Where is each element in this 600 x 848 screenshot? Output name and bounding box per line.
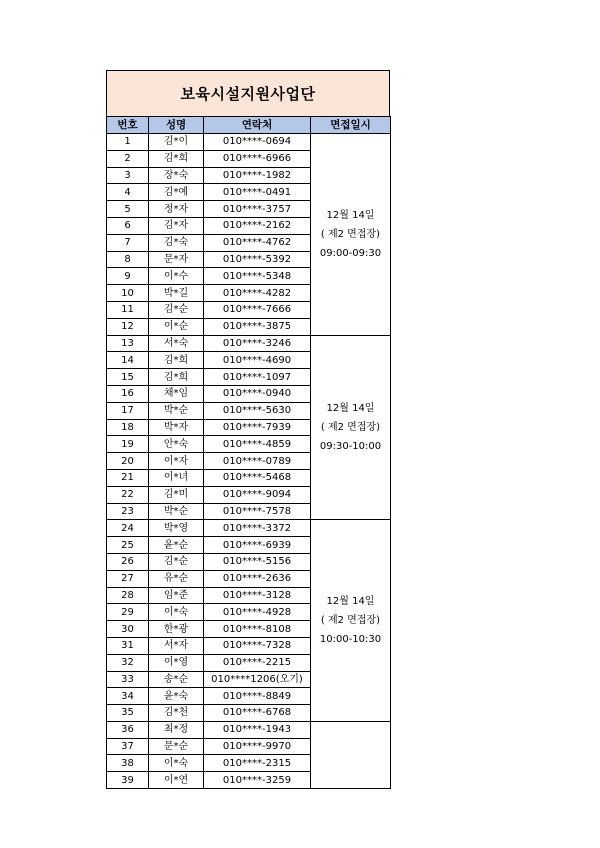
row-contact: 010****-0940 xyxy=(204,385,311,402)
interview-slot-line: 09:30-10:00 xyxy=(319,440,382,452)
row-number: 20 xyxy=(107,453,149,470)
row-number: 2 xyxy=(107,150,149,167)
row-name: 이*수 xyxy=(149,268,204,285)
header-row xyxy=(107,117,391,134)
row-contact: 010****-3246 xyxy=(204,335,311,352)
row-name: 김*미 xyxy=(149,486,204,503)
row-name: 송*순 xyxy=(149,671,204,688)
row-number: 4 xyxy=(107,184,149,201)
row-number: 35 xyxy=(107,705,149,722)
row-contact: 010****-2315 xyxy=(204,755,311,772)
row-contact: 010****-5348 xyxy=(204,268,311,285)
row-number: 5 xyxy=(107,201,149,218)
header-contact: 연락처 xyxy=(204,117,311,134)
row-name: 박*자 xyxy=(149,419,204,436)
interview-schedule-sheet xyxy=(106,70,390,789)
row-number: 16 xyxy=(107,385,149,402)
row-contact: 010****-3757 xyxy=(204,201,311,218)
row-number: 23 xyxy=(107,503,149,520)
row-contact: 010****-0491 xyxy=(204,184,311,201)
row-contact: 010****-5630 xyxy=(204,402,311,419)
row-contact: 010****-6768 xyxy=(204,705,311,722)
row-contact: 010****-7666 xyxy=(204,301,311,318)
row-contact: 010****-1982 xyxy=(204,167,311,184)
row-name: 서*숙 xyxy=(149,335,204,352)
row-number: 29 xyxy=(107,604,149,621)
interview-slot-line: ( 제2 면접장) xyxy=(320,615,381,627)
row-name: 임*준 xyxy=(149,587,204,604)
interview-slot-line: 12월 14일 xyxy=(326,596,375,608)
row-number: 32 xyxy=(107,654,149,671)
row-number: 31 xyxy=(107,637,149,654)
row-name: 김*예 xyxy=(149,184,204,201)
row-number: 39 xyxy=(107,772,149,789)
row-contact: 010****-1943 xyxy=(204,721,311,738)
header-name: 성명 xyxy=(149,117,204,134)
row-name: 윤*순 xyxy=(149,537,204,554)
row-number: 10 xyxy=(107,285,149,302)
row-number: 26 xyxy=(107,553,149,570)
row-name: 채*임 xyxy=(149,385,204,402)
row-number: 1 xyxy=(107,134,149,151)
row-contact: 010****-0789 xyxy=(204,453,311,470)
row-name: 이*연 xyxy=(149,772,204,789)
table-row xyxy=(107,520,391,537)
row-name: 장*숙 xyxy=(149,167,204,184)
row-contact: 010****-4690 xyxy=(204,352,311,369)
row-number: 17 xyxy=(107,402,149,419)
row-number: 28 xyxy=(107,587,149,604)
interview-slot-line: ( 제2 면접장) xyxy=(320,228,381,240)
row-number: 6 xyxy=(107,217,149,234)
row-contact: 010****-5392 xyxy=(204,251,311,268)
row-contact: 010****-8849 xyxy=(204,688,311,705)
row-name: 박*순 xyxy=(149,503,204,520)
row-number: 18 xyxy=(107,419,149,436)
row-number: 11 xyxy=(107,301,149,318)
row-number: 30 xyxy=(107,621,149,638)
row-contact: 010****-9970 xyxy=(204,738,311,755)
row-number: 21 xyxy=(107,469,149,486)
row-contact: 010****-5468 xyxy=(204,469,311,486)
interview-slot xyxy=(311,134,391,336)
row-contact: 010****-2162 xyxy=(204,217,311,234)
row-contact: 010****-2636 xyxy=(204,570,311,587)
row-contact: 010****-6939 xyxy=(204,537,311,554)
interview-slot-line: 09:00-09:30 xyxy=(319,247,382,259)
table-row xyxy=(107,335,391,352)
sheet-title: 보육시설지원사업단 xyxy=(106,70,390,116)
row-contact: 010****-3875 xyxy=(204,318,311,335)
row-name: 김*이 xyxy=(149,134,204,151)
row-contact: 010****-1097 xyxy=(204,369,311,386)
row-number: 19 xyxy=(107,436,149,453)
interview-slot-line: 10:00-10:30 xyxy=(319,634,382,646)
row-number: 7 xyxy=(107,234,149,251)
schedule-table xyxy=(106,116,391,789)
row-name: 김*숙 xyxy=(149,234,204,251)
interview-slot-line: ( 제2 면접장) xyxy=(320,421,381,433)
row-name: 한*광 xyxy=(149,621,204,638)
row-name: 김*자 xyxy=(149,217,204,234)
table-row xyxy=(107,721,391,738)
row-name: 서*자 xyxy=(149,637,204,654)
row-name: 김*희 xyxy=(149,150,204,167)
row-name: 정*자 xyxy=(149,201,204,218)
row-number: 8 xyxy=(107,251,149,268)
row-contact: 010****-8108 xyxy=(204,621,311,638)
row-name: 최*정 xyxy=(149,721,204,738)
row-contact: 010****-2215 xyxy=(204,654,311,671)
row-contact: 010****-7939 xyxy=(204,419,311,436)
row-contact: 010****-6966 xyxy=(204,150,311,167)
row-name: 박*길 xyxy=(149,285,204,302)
row-name: 이*녀 xyxy=(149,469,204,486)
row-name: 문*순 xyxy=(149,738,204,755)
row-number: 38 xyxy=(107,755,149,772)
row-contact: 010****-7578 xyxy=(204,503,311,520)
row-contact: 010****-3259 xyxy=(204,772,311,789)
row-number: 15 xyxy=(107,369,149,386)
row-contact: 010****1206(오기) xyxy=(204,671,311,688)
row-name: 김*순 xyxy=(149,553,204,570)
row-name: 김*희 xyxy=(149,352,204,369)
row-number: 37 xyxy=(107,738,149,755)
row-contact: 010****-4762 xyxy=(204,234,311,251)
interview-slot xyxy=(311,721,391,788)
row-name: 박*영 xyxy=(149,520,204,537)
interview-slot xyxy=(311,520,391,722)
row-name: 윤*숙 xyxy=(149,688,204,705)
row-number: 13 xyxy=(107,335,149,352)
interview-slot-line: 12월 14일 xyxy=(326,402,375,414)
row-number: 12 xyxy=(107,318,149,335)
row-name: 이*숙 xyxy=(149,755,204,772)
row-name: 박*순 xyxy=(149,402,204,419)
row-number: 25 xyxy=(107,537,149,554)
row-number: 3 xyxy=(107,167,149,184)
row-contact: 010****-0694 xyxy=(204,134,311,151)
row-number: 22 xyxy=(107,486,149,503)
row-name: 이*자 xyxy=(149,453,204,470)
row-contact: 010****-3372 xyxy=(204,520,311,537)
row-number: 14 xyxy=(107,352,149,369)
row-contact: 010****-4859 xyxy=(204,436,311,453)
row-name: 문*자 xyxy=(149,251,204,268)
row-contact: 010****-5156 xyxy=(204,553,311,570)
row-number: 34 xyxy=(107,688,149,705)
header-interview-datetime: 면접일시 xyxy=(311,117,391,134)
row-number: 27 xyxy=(107,570,149,587)
row-number: 9 xyxy=(107,268,149,285)
row-number: 33 xyxy=(107,671,149,688)
row-name: 김*희 xyxy=(149,369,204,386)
interview-slot-line: 12월 14일 xyxy=(326,209,375,221)
row-name: 이*영 xyxy=(149,654,204,671)
row-name: 유*순 xyxy=(149,570,204,587)
row-name: 안*숙 xyxy=(149,436,204,453)
row-name: 김*천 xyxy=(149,705,204,722)
row-name: 김*순 xyxy=(149,301,204,318)
header-number: 번호 xyxy=(107,117,149,134)
row-contact: 010****-7328 xyxy=(204,637,311,654)
row-name: 이*숙 xyxy=(149,604,204,621)
row-contact: 010****-4928 xyxy=(204,604,311,621)
row-contact: 010****-3128 xyxy=(204,587,311,604)
table-row xyxy=(107,134,391,151)
interview-slot xyxy=(311,335,391,520)
row-contact: 010****-4282 xyxy=(204,285,311,302)
row-number: 24 xyxy=(107,520,149,537)
row-name: 이*순 xyxy=(149,318,204,335)
table-body xyxy=(107,134,391,789)
row-contact: 010****-9094 xyxy=(204,486,311,503)
row-number: 36 xyxy=(107,721,149,738)
